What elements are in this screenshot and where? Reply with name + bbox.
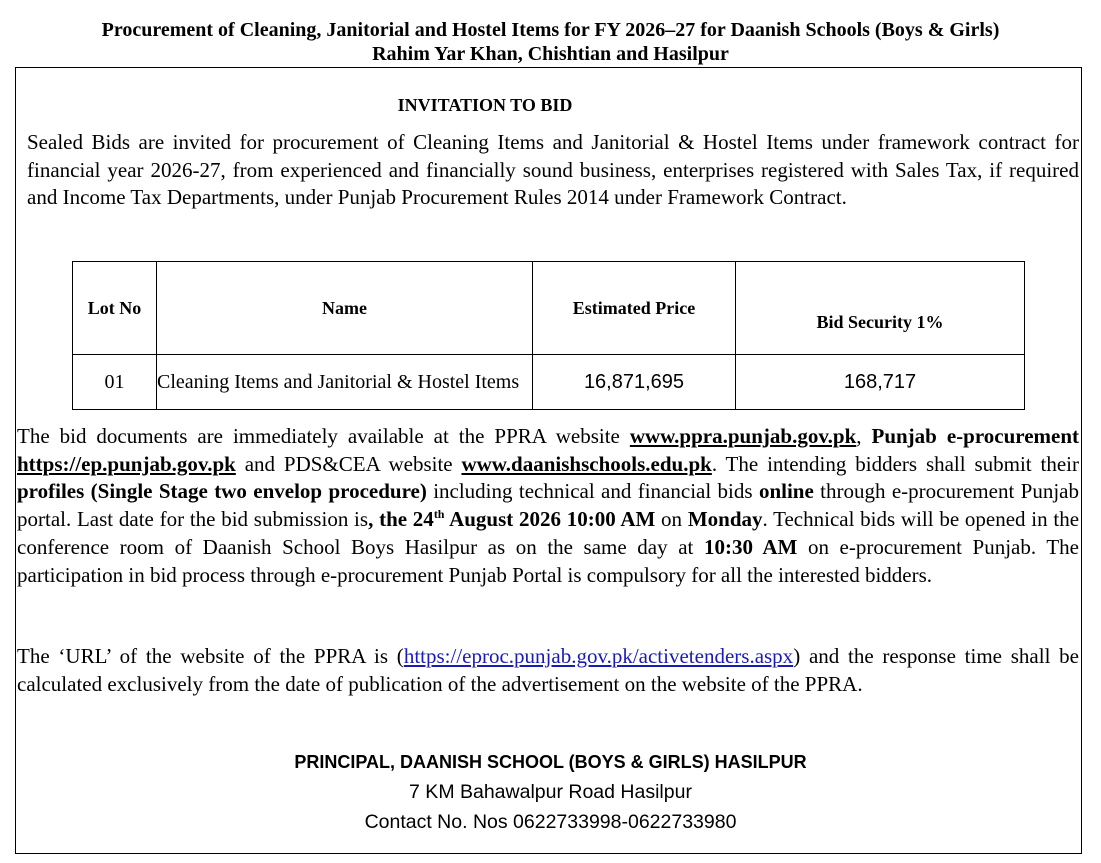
punjab-eprocurement-label: Punjab e-procurement [871, 424, 1080, 448]
table-header-row [73, 262, 1025, 355]
title-line-2: Rahim Yar Khan, Chishtian and Hasilpur [372, 43, 729, 65]
ppra-website-link[interactable]: www.ppra.punjab.gov.pk [629, 424, 857, 448]
school-address: 7 KM Bahawalpur Road Hasilpur [409, 781, 692, 803]
cell-estimated-price: 16,871,695 [533, 355, 736, 410]
cell-bid-security: 168,717 [736, 355, 1025, 410]
document-title [0, 18, 1101, 66]
ppra-url-paragraph [17, 643, 1079, 698]
intro-paragraph: Sealed Bids are invited for procurement of Cleaning Items and Janitorial & Hostel Items under framework contract for financial year 2026-27, from experienced and financially sound business, enterprises registered with Sales Tax, if required and Income Tax Departments, under Punjab Procurement Rules 2014 under Framework Contract. [27, 130, 1079, 209]
ppra-active-tenders-link[interactable]: https://eproc.punjab.gov.pk/activetenders.aspx [403, 644, 794, 668]
daanish-website-link[interactable]: www.daanishschools.edu.pk [461, 451, 712, 476]
details-text-5: . The intending bidders shall submit their [711, 451, 1079, 476]
principal-title: PRINCIPAL, DAANISH SCHOOL (BOYS & GIRLS) HASILPUR [294, 752, 807, 772]
bid-details-paragraph [17, 423, 1079, 589]
details-text-8: on [655, 507, 688, 532]
opening-time-text: 10:30 AM [703, 534, 798, 559]
header-lot-no: Lot No [73, 262, 157, 355]
bid-table [72, 261, 1025, 410]
header-name: Name [157, 262, 533, 355]
deadline-date-day: , the 24 [368, 507, 434, 532]
signature-block [0, 747, 1101, 837]
invitation-heading: INVITATION TO BID [397, 95, 573, 115]
header-estimated-price: Estimated Price [533, 262, 736, 355]
header-bid-security [736, 262, 1025, 355]
url-text-1: The ‘URL’ of the website of the PPRA is ( [17, 644, 404, 668]
cell-lot-no: 01 [73, 355, 157, 410]
deadline-day-text: Monday [687, 507, 763, 532]
url-text-2: ) and the response time shall be calculated exclusively from the date of publication of the advertisement on the website of the PPRA. [17, 644, 1079, 696]
profiles-procedure-text: profiles (Single Stage two envelop procedure) [17, 479, 427, 504]
details-text-6: including technical and financial bids [426, 479, 759, 504]
deadline-date-suffix: th [433, 507, 445, 522]
details-text-2: , [856, 424, 872, 448]
online-text: online [758, 479, 814, 504]
cell-name: Cleaning Items and Janitorial & Hostel Items [157, 355, 533, 410]
details-text-1: The bid documents are immediately available at the PPRA website [17, 424, 630, 448]
table-row [73, 355, 1025, 410]
deadline-date-text [368, 507, 655, 531]
ep-punjab-link[interactable]: https://ep.punjab.gov.pk [17, 451, 236, 476]
deadline-date-month: August 2026 10:00 AM [444, 507, 656, 532]
details-text-7: through e-procurement Punjab portal. Last date for the bid submission is [17, 479, 1079, 532]
title-line-1: Procurement of Cleaning, Janitorial and Hostel Items for FY 2026–27 for Daanish Schools (Boys & Girls) [101, 19, 1000, 41]
header-bid-security-label: Bid Security 1% [816, 311, 944, 332]
details-text-10: on e-procurement Punjab. The participation in bid process through e-procurement Punjab Portal is compulsory for all the interested bidders. [17, 534, 1079, 587]
contact-numbers: Contact No. Nos 0622733998-0622733980 [364, 811, 737, 833]
details-text-4: and PDS&CEA website [235, 451, 462, 476]
details-text-9: . Technical bids will be opened in the conference room of Daanish School Boys Hasilpur as on the same day at [17, 507, 1080, 559]
